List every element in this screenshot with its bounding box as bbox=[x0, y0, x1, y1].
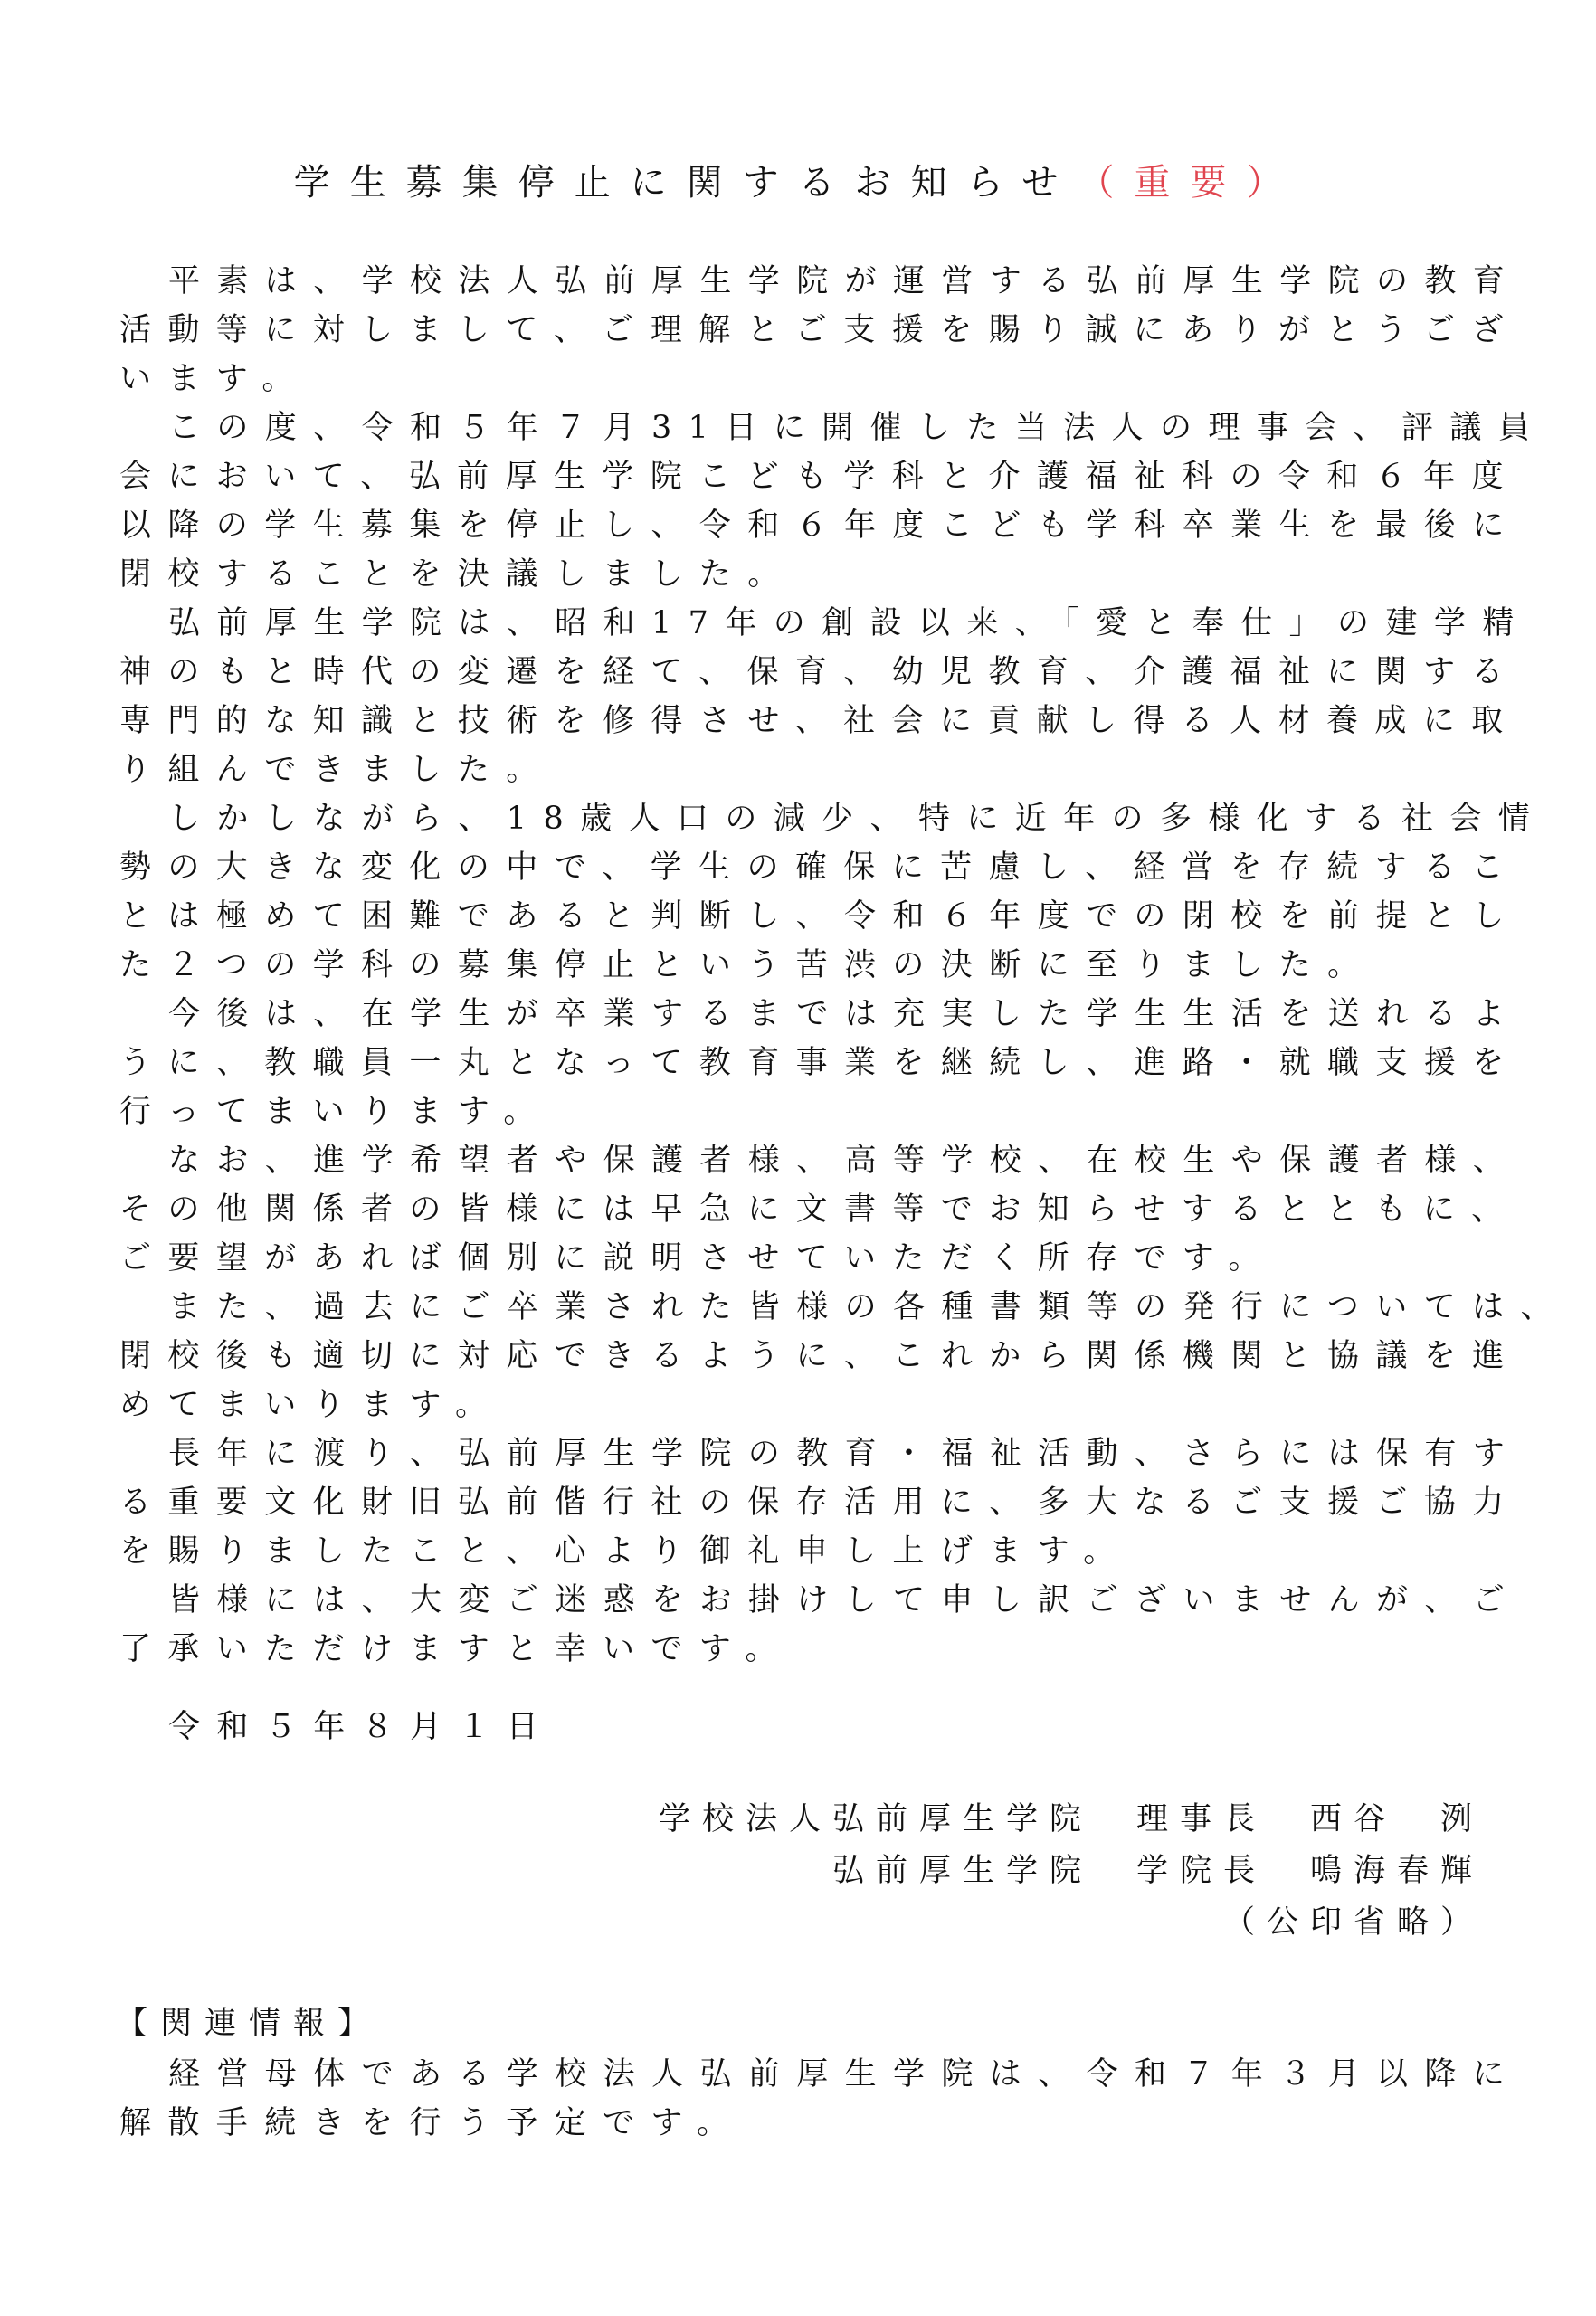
body-line: その他関係者の皆様には早急に文書等でお知らせするとともに、 bbox=[119, 1191, 1520, 1228]
body-line: た２つの学科の募集停止という苦渋の決断に至りました。 bbox=[119, 947, 1376, 983]
body-line: この度、令和５年７月31日に開催した当法人の理事会、評議員 bbox=[168, 410, 1547, 446]
body-line: 平素は、学校法人弘前厚生学院が運営する弘前厚生学院の教育 bbox=[168, 263, 1522, 299]
body-line: 長年に渡り、弘前厚生学院の教育・福祉活動、さらには保有す bbox=[168, 1436, 1522, 1472]
signature-name: 西谷 洌 bbox=[1309, 1801, 1484, 1837]
title-importance-tag: （重要） bbox=[1078, 162, 1303, 204]
related-line: 経営母体である学校法人弘前厚生学院は、令和７年３月以降に bbox=[168, 2056, 1522, 2093]
notice-body bbox=[119, 257, 1569, 1674]
seal-omitted-note: （公印省略） bbox=[1222, 1904, 1484, 1941]
body-line: り組んできました。 bbox=[119, 752, 555, 788]
body-line: ご要望があれば個別に説明させていただく所存です。 bbox=[119, 1240, 1277, 1277]
body-line: 活動等に対しまして、ご理解とご支援を賜り誠にありがとうござ bbox=[119, 312, 1520, 348]
body-line: を賜りましたこと、心より御礼申し上げます。 bbox=[119, 1533, 1132, 1570]
signature-chairman bbox=[659, 1795, 1484, 1844]
body-line: とは極めて困難であると判断し、令和６年度での閉校を前提とし bbox=[119, 898, 1521, 935]
body-line: 閉校することを決議しました。 bbox=[119, 556, 796, 593]
body-line: います。 bbox=[119, 361, 310, 397]
signature-org: 弘前厚生学院 bbox=[831, 1853, 1093, 1889]
body-line: 行ってまいります。 bbox=[119, 1094, 552, 1130]
body-line: しかしながら、18歳人口の減少、特に近年の多様化する社会情 bbox=[168, 801, 1547, 837]
body-line: うに、教職員一丸となって教育事業を継続し、進路・就職支援を bbox=[119, 1045, 1521, 1081]
related-info-heading: 【関連情報】 bbox=[116, 2006, 383, 2042]
body-line: 弘前厚生学院は、昭和17年の創設以来、「愛と奉仕」の建学精 bbox=[168, 605, 1531, 641]
signature-role: 理事長 bbox=[1135, 1801, 1267, 1837]
body-line: 会において、弘前厚生学院こども学科と介護福祉科の令和６年度 bbox=[119, 459, 1520, 495]
signature-name: 鳴海春輝 bbox=[1309, 1853, 1484, 1889]
page-title bbox=[0, 156, 1596, 210]
body-line: 以降の学生募集を停止し、令和６年度こども学科卒業生を最後に bbox=[119, 508, 1521, 544]
body-line: 今後は、在学生が卒業するまでは充実した学生生活を送れるよ bbox=[168, 996, 1522, 1032]
body-line: なお、進学希望者や保護者様、高等学校、在校生や保護者様、 bbox=[168, 1143, 1522, 1179]
issue-date: 令和５年８月１日 bbox=[168, 1709, 556, 1745]
body-line: 閉校後も適切に対応できるように、これから関係機関と協議を進 bbox=[119, 1338, 1521, 1374]
signature-role: 学院長 bbox=[1135, 1853, 1267, 1889]
body-line: 勢の大きな変化の中で、学生の確保に苦慮し、経営を存続するこ bbox=[119, 850, 1520, 886]
body-line: また、過去にご卒業された皆様の各種書類等の発行については、 bbox=[168, 1289, 1569, 1325]
related-info-body bbox=[119, 2050, 1522, 2148]
related-line: 解散手続きを行う予定です。 bbox=[119, 2105, 746, 2141]
body-line: 専門的な知識と技術を修得させ、社会に貢献し得る人材養成に取 bbox=[119, 703, 1520, 739]
body-line: 皆様には、大変ご迷惑をお掛けして申し訳ございませんが、ご bbox=[168, 1582, 1522, 1618]
signature-org: 学校法人弘前厚生学院 bbox=[658, 1801, 1093, 1837]
signature-principal bbox=[832, 1846, 1484, 1895]
body-line: る重要文化財旧弘前偕行社の保存活用に、多大なるご支援ご協力 bbox=[119, 1485, 1521, 1521]
body-line: 了承いただけますと幸いです。 bbox=[119, 1631, 793, 1667]
title-main: 学生募集停止に関するお知らせ bbox=[293, 162, 1078, 204]
body-line: 神のもと時代の変遷を経て、保育、幼児教育、介護福祉に関する bbox=[119, 654, 1520, 690]
body-line: めてまいります。 bbox=[119, 1387, 504, 1423]
